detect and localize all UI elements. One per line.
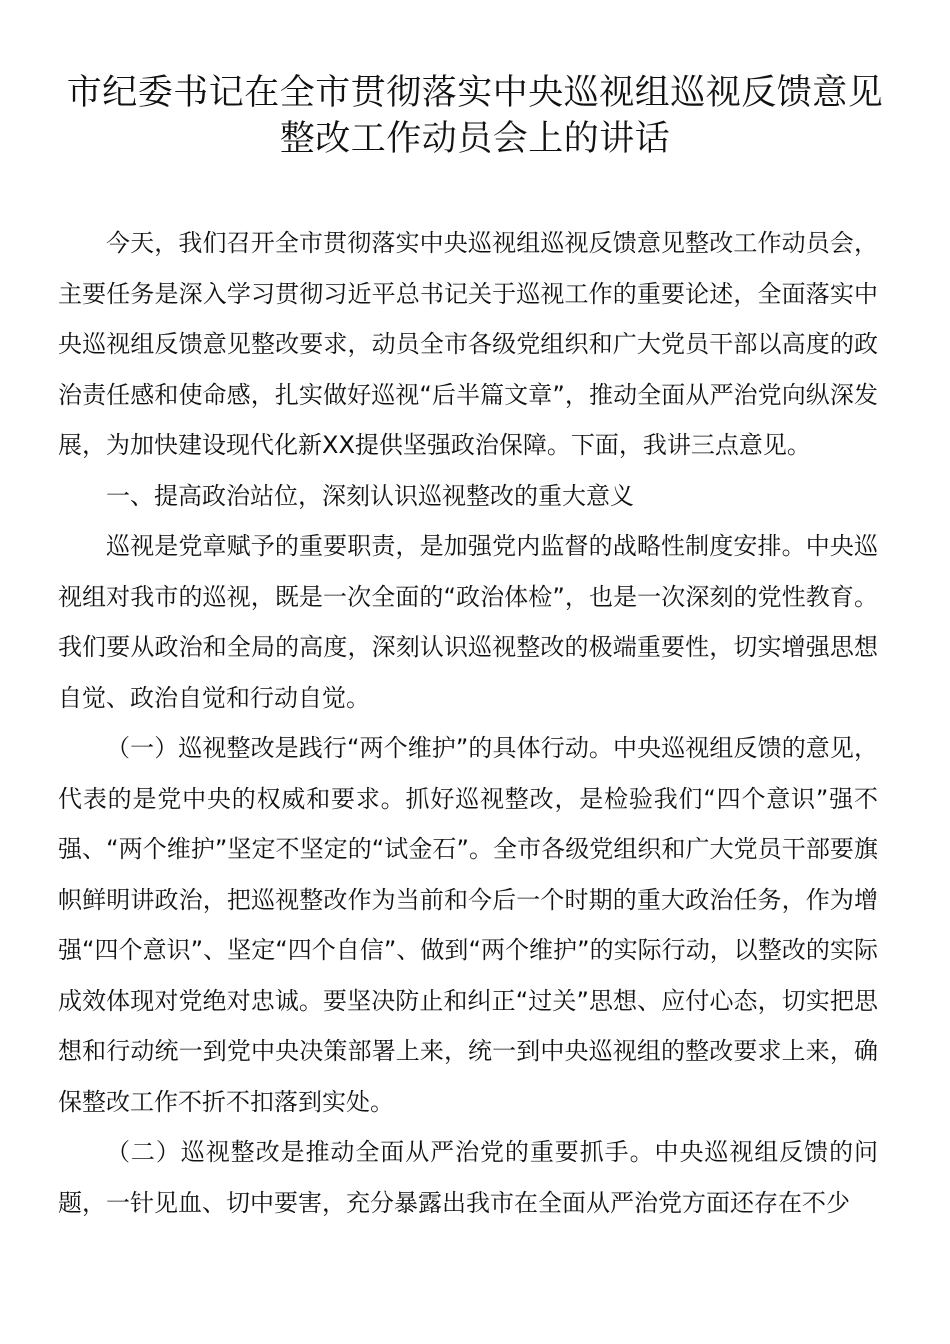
paragraph-section-1: 巡视是党章赋予的重要职责，是加强党内监督的战略性制度安排。中央巡视组对我市的巡视，既是一次全面的“政治体检”，也是一次深刻的党性教育。我们要从政治和全局的高度，深刻认识巡视整改的极端重要性，切实增强思想自觉、政治自觉和行动自觉。 [58,532,878,712]
section-heading-1: 一、提高政治站位，深刻认识巡视整改的重大意义 [106,481,634,510]
title-line-1: 市纪委书记在全市贯彻落实中央巡视组巡视反馈意见 [66,73,884,113]
paragraph-subsection-2: （二）巡视整改是推动全面从严治党的重要抓手。中央巡视组反馈的问题，一针见血、切中要害，充分暴露出我市在全面从严治党方面还存在不少 [58,1138,878,1217]
document-body [58,218,878,1228]
document-title [50,70,900,162]
paragraph-subsection-1: （一）巡视整改是践行“两个维护”的具体行动。中央巡视组反馈的意见，代表的是党中央的权威和要求。抓好巡视整改，是检验我们“四个意识”强不强、“两个维护”坚定不坚定的“试金石”。全市各级党组织和广大党员干部要旗帜鲜明讲政治，把巡视整改作为当前和今后一个时期的重大政治任务，作为增强“四个意识”、坚定“四个自信”、做到“两个维护”的实际行动，以整改的实际成效体现对党绝对忠诚。要坚决防止和纠正“过关”思想、应付心态，切实把思想和行动统一到党中央决策部署上来，统一到中央巡视组的整改要求上来，确保整改工作不折不扣落到实处。 [58,734,878,1116]
paragraph-intro: 今天，我们召开全市贯彻落实中央巡视组巡视反馈意见整改工作动员会，主要任务是深入学习贯彻习近平总书记关于巡视工作的重要论述，全面落实中央巡视组反馈意见整改要求，动员全市各级党组织和广大党员干部以高度的政治责任感和使命感，扎实做好巡视“后半篇文章”，推动全面从严治党向纵深发展，为加快建设现代化新XX提供坚强政治保障。下面，我讲三点意见。 [58,229,878,459]
title-line-2: 整改工作动员会上的讲话 [279,119,671,159]
